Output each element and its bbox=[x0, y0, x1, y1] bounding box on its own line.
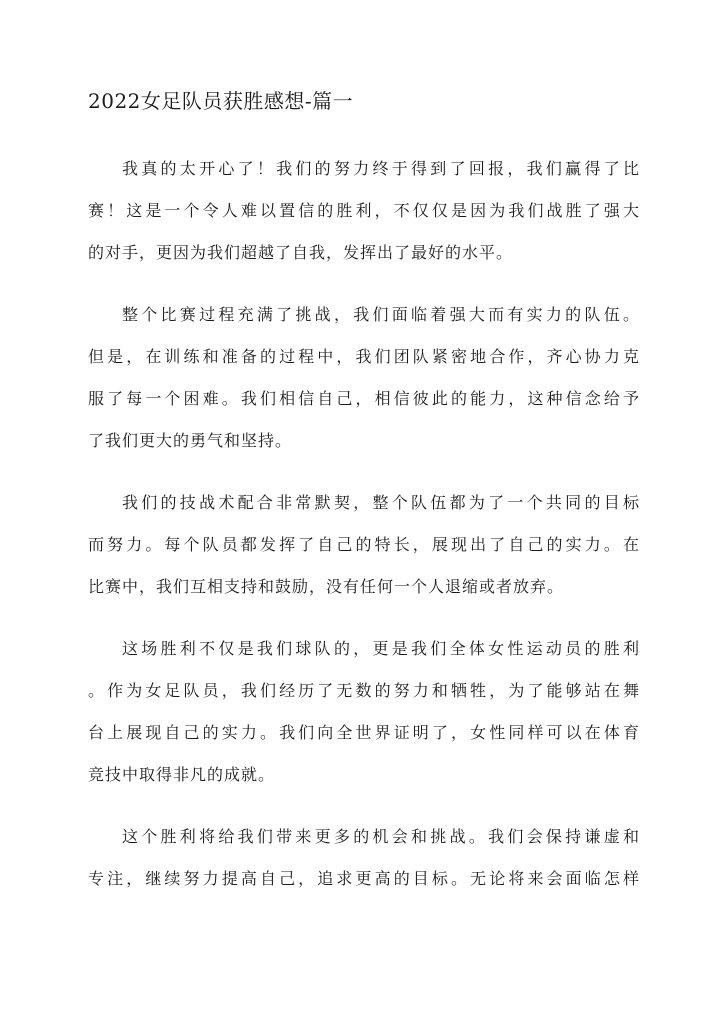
paragraph-line: 。作为女足队员，我们经历了无数的努力和牺牲，为了能够站在舞 bbox=[88, 681, 640, 700]
paragraph-line: 整个比赛过程充满了挑战，我们面临着强大而有实力的队伍。 bbox=[122, 305, 640, 324]
paragraph-line: 我真的太开心了！我们的努力终于得到了回报，我们赢得了比 bbox=[122, 159, 640, 178]
paragraph-line: 这场胜利不仅是我们球队的，更是我们全体女性运动员的胜利 bbox=[122, 639, 640, 658]
paragraph-2 bbox=[88, 294, 640, 462]
paragraph-line: 而努力。每个队员都发挥了自己的特长，展现出了自己的实力。在 bbox=[88, 535, 640, 554]
paragraph-3 bbox=[88, 482, 640, 608]
paragraph-5 bbox=[88, 816, 640, 900]
paragraph-line: 但是，在训练和准备的过程中，我们团队紧密地合作，齐心协力克 bbox=[88, 347, 640, 366]
document-title: 2022女足队员获胜感想-篇一 bbox=[88, 89, 354, 113]
paragraph-line: 比赛中，我们互相支持和鼓励，没有任何一个人退缩或者放弃。 bbox=[88, 577, 565, 596]
paragraph-line: 服了每一个困难。我们相信自己，相信彼此的能力，这种信念给予 bbox=[88, 389, 640, 408]
paragraph-line: 的对手，更因为我们超越了自我，发挥出了最好的水平。 bbox=[88, 243, 514, 262]
paragraph-line: 我们的技战术配合非常默契，整个队伍都为了一个共同的目标 bbox=[122, 493, 640, 512]
document-body bbox=[88, 148, 640, 920]
paragraph-1 bbox=[88, 148, 640, 274]
paragraph-4 bbox=[88, 628, 640, 796]
paragraph-line: 台上展现自己的实力。我们向全世界证明了，女性同样可以在体育 bbox=[88, 723, 640, 742]
paragraph-line: 了我们更大的勇气和坚持。 bbox=[88, 431, 293, 450]
paragraph-line: 专注，继续努力提高自己，追求更高的目标。无论将来会面临怎样 bbox=[88, 869, 640, 888]
paragraph-line: 这个胜利将给我们带来更多的机会和挑战。我们会保持谦虚和 bbox=[122, 827, 640, 846]
paragraph-line: 赛！这是一个令人难以置信的胜利，不仅仅是因为我们战胜了强大 bbox=[88, 201, 640, 220]
paragraph-line: 竞技中取得非凡的成就。 bbox=[88, 765, 276, 784]
